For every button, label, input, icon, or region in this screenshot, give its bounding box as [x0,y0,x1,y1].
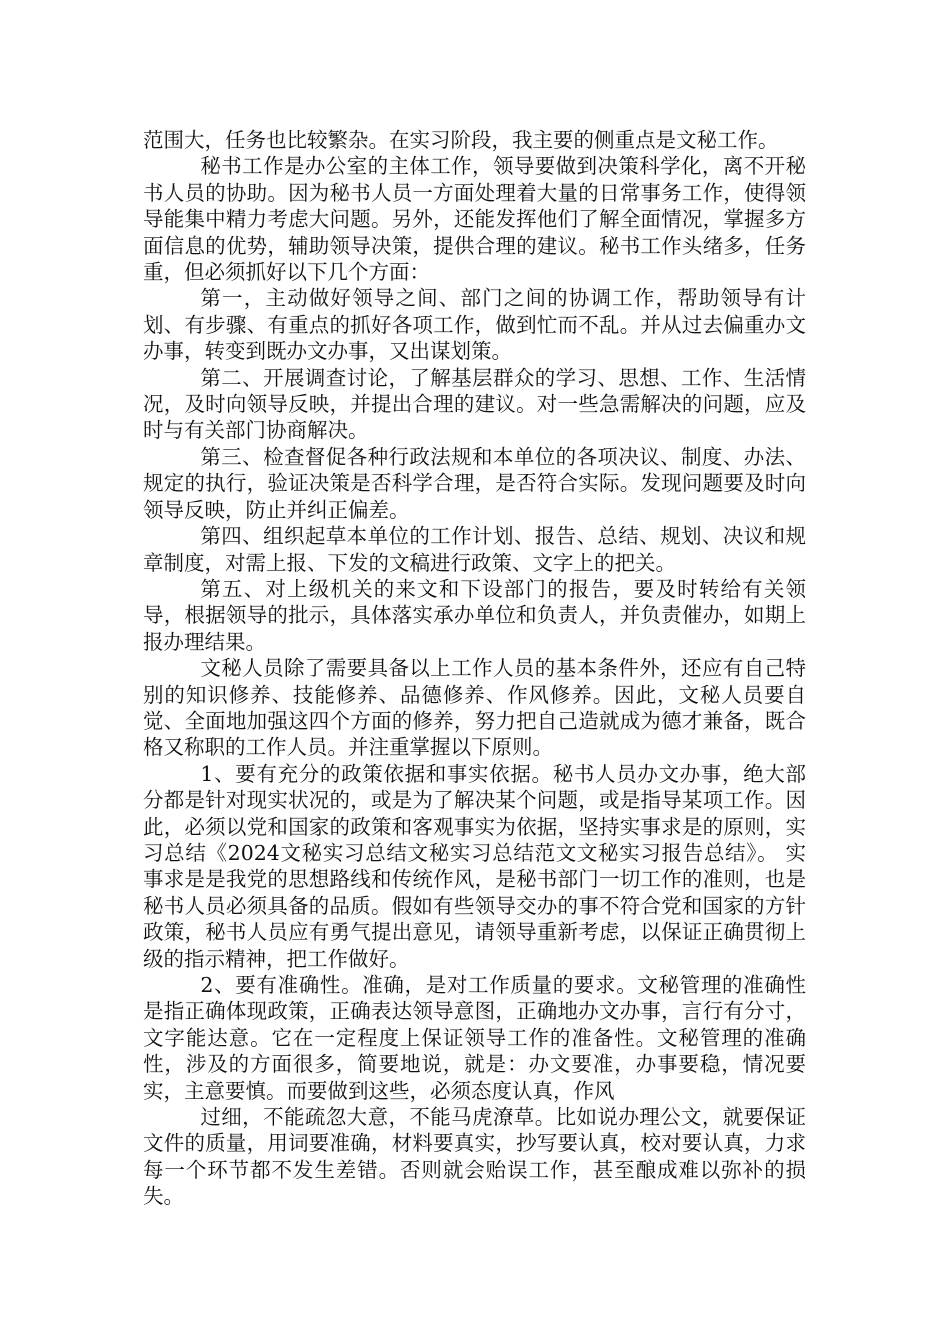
paragraph-point-three: 第三、检查督促各种行政法规和本单位的各项决议、制度、办法、规定的执行，验证决策是否科学合理，是否符合实际。发现问题要及时向领导反映，防止并纠正偏差。 [143,444,806,522]
paragraph-continuation: 范围大，任务也比较繁杂。在实习阶段，我主要的侧重点是文秘工作。 [143,128,779,152]
paragraph-cultivation: 文秘人员除了需要具备以上工作人员的基本条件外，还应有自己特别的知识修养、技能修养、品德修养、作风修养。因此，文秘人员要自觉、全面地加强这四个方面的修养，努力把自己造就成为德才兼备，既合格又称职的工作人员。并注重掌握以下原则。 [143,656,806,760]
paragraph-principle-two-continued: 过细，不能疏忽大意，不能马虎潦草。比如说办理公文，就要保证文件的质量，用词要准确，材料要真实，抄写要认真，校对要认真，力求每一个环节都不发生差错。否则就会贻误工作，甚至酿成难以弥补的损失。 [143,1105,806,1209]
paragraph-point-two: 第二、开展调查讨论，了解基层群众的学习、思想、工作、生活情况，及时向领导反映，并提出合理的建议。对一些急需解决的问题，应及时与有关部门协商解决。 [143,365,806,443]
paragraph-point-four: 第四、组织起草本单位的工作计划、报告、总结、规划、决议和规章制度，对需上报、下发的文稿进行政策、文字上的把关。 [143,524,806,575]
document-body [143,127,806,1210]
paragraph-principle-two: 2、要有准确性。准确，是对工作质量的要求。文秘管理的准确性是指正确体现政策，正确表达领导意图，正确地办文办事，言行有分寸，文字能达意。它在一定程度上保证领导工作的准备性。文秘管理的准确性，涉及的方面很多，简要地说，就是：办文要准，办事要稳，情况要实，主意要慎。而要做到这些，必须态度认真，作风 [143,973,806,1103]
paragraph-point-five: 第五、对上级机关的来文和下设部门的报告，要及时转给有关领导，根据领导的批示，具体落实承办单位和负责人，并负责催办，如期上报办理结果。 [143,576,806,654]
paragraph-principle-one: 1、要有充分的政策依据和事实依据。秘书人员办文办事，绝大部分都是针对现实状况的，或是为了解决某个问题，或是指导某项工作。因此，必须以党和国家的政策和客观事实为依据，坚持实事求是的原则，实习总结《2024文秘实习总结文秘实习总结范文文秘实习报告总结》。 实事求是是我党的思想路线和传统作风，是秘书部门一切工作的准则，也是秘书人员必须具备的品质。假如有些领导交办的事不符合党和国家的方针政策，秘书人员应有勇气提出意见，请领导重新考虑，以保证正确贯彻上级的指示精神，把工作做好。 [143,761,806,971]
paragraph-point-one: 第一，主动做好领导之间、部门之间的协调工作，帮助领导有计划、有步骤、有重点的抓好各项工作，做到忙而不乱。并从过去偏重办文办事，转变到既办文办事，又出谋划策。 [143,286,806,364]
paragraph-secretary-work: 秘书工作是办公室的主体工作，领导要做到决策科学化，离不开秘书人员的协助。因为秘书人员一方面处理着大量的日常事务工作，使得领导能集中精力考虑大问题。另外，还能发挥他们了解全面情况，掌握多方面信息的优势，辅助领导决策，提供合理的建议。秘书工作头绪多，任务重，但必须抓好以下几个方面： [143,154,806,285]
